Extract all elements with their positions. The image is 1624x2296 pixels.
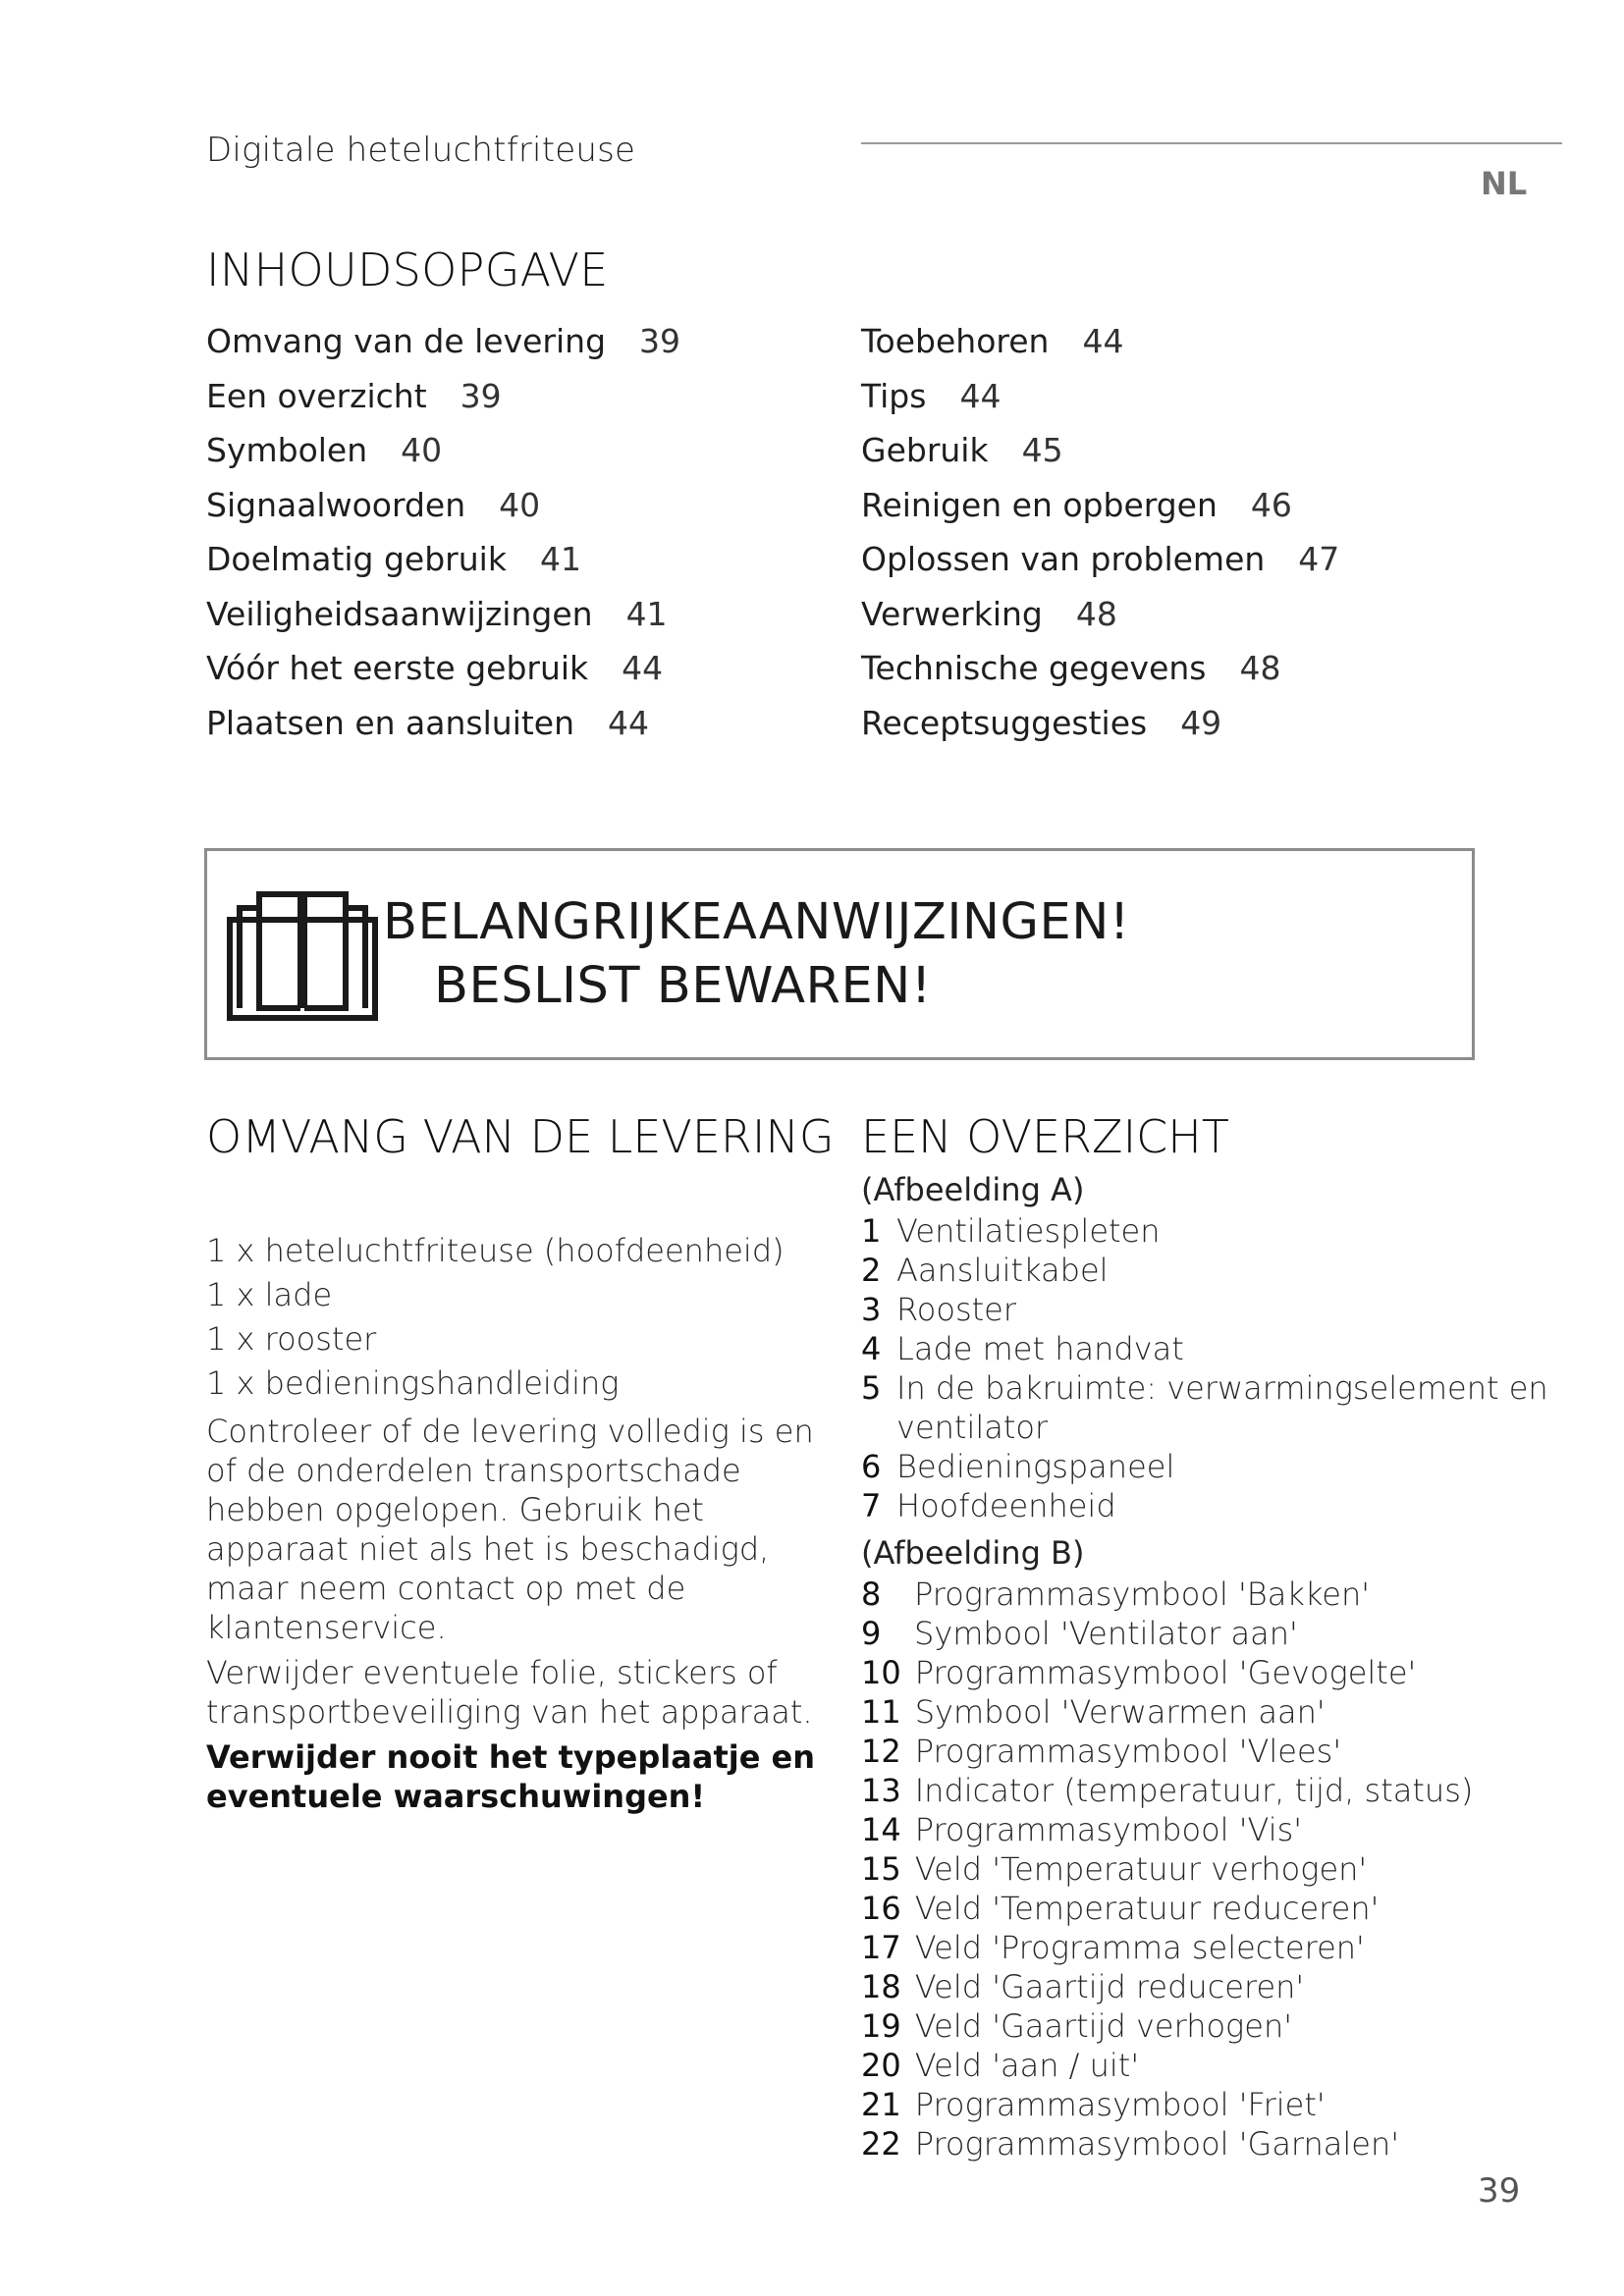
toc-entry-page: 44 xyxy=(1082,322,1124,360)
overview-item-number: 10 xyxy=(861,1654,901,1691)
toc-entry-page: 49 xyxy=(1180,703,1222,742)
toc-left-column xyxy=(206,312,680,748)
page-number: 39 xyxy=(1478,2171,1521,2211)
overview-item-number: 13 xyxy=(861,1772,901,1809)
overview-item xyxy=(861,1653,1548,1692)
scope-check-paragraph: Controleer of de levering volledig is en of de onderdelen transportschade hebben opgelopen. Gebruik het apparaat niet als het is beschadigd, maar neem contact op met de klantenservice. xyxy=(206,1413,814,1646)
overview-item xyxy=(861,1771,1548,1810)
toc-entry-page: 44 xyxy=(959,376,1001,415)
scope-heading: OMVANG VAN DE LEVERING xyxy=(206,1110,835,1163)
overview-item-number: 12 xyxy=(861,1733,901,1770)
overview-item xyxy=(861,1849,1548,1889)
toc-entry xyxy=(861,639,1339,694)
overview-item xyxy=(861,1251,1548,1290)
toc-entry-label: Gebruik xyxy=(861,431,989,469)
scope-item: 1 x bedieningshandleiding xyxy=(206,1364,620,1402)
toc-entry-page: 46 xyxy=(1250,485,1292,524)
toc-entry-page: 40 xyxy=(499,485,541,524)
toc-entry-label: Veiligheidsaanwijzingen xyxy=(206,594,593,633)
overview-item xyxy=(861,1290,1548,1329)
overview-item-text: Lade met handvat xyxy=(896,1330,1184,1367)
toc-entry-label: Reinigen en opbergen xyxy=(861,485,1218,524)
overview-item-text: Programmasymbool 'Garnalen' xyxy=(914,2125,1400,2163)
overview-item-text: Bedieningspaneel xyxy=(896,1448,1175,1485)
overview-item xyxy=(861,1368,1548,1447)
overview-item-text: Symbool 'Ventilator aan' xyxy=(914,1615,1298,1652)
toc-entry-page: 47 xyxy=(1298,540,1340,578)
overview-item xyxy=(861,2085,1548,2124)
toc-entry xyxy=(206,585,680,640)
overview-item-number: 17 xyxy=(861,1929,901,1966)
toc-heading: INHOUDSOPGAVE xyxy=(206,243,609,296)
toc-entry-page: 40 xyxy=(401,431,443,469)
toc-entry xyxy=(206,476,680,531)
overview-item-text: Aansluitkabel xyxy=(896,1252,1109,1289)
figure-a-items xyxy=(861,1211,1548,1525)
overview-item-number: 4 xyxy=(861,1330,882,1367)
toc-entry-page: 48 xyxy=(1075,594,1117,633)
toc-entry-label: Tips xyxy=(861,376,927,415)
overview-item xyxy=(861,1447,1548,1486)
toc-entry-page: 44 xyxy=(608,703,650,742)
overview-item xyxy=(861,2006,1548,2046)
overview-item-text: Indicator (temperatuur, tijd, status) xyxy=(914,1772,1474,1809)
overview-item-text: Programmasymbool 'Vlees' xyxy=(914,1733,1342,1770)
overview-item xyxy=(861,1486,1548,1525)
toc-entry-label: Oplossen van problemen xyxy=(861,540,1266,578)
toc-entry xyxy=(861,476,1339,531)
overview-item-number: 16 xyxy=(861,1890,901,1927)
overview-item-number: 9 xyxy=(861,1615,882,1652)
header-rule xyxy=(861,142,1562,144)
toc-entry xyxy=(206,694,680,749)
language-label: NL xyxy=(1481,165,1528,202)
toc-entry xyxy=(861,694,1339,749)
overview-item-number: 15 xyxy=(861,1850,901,1888)
document-title: Digitale heteluchtfriteuse xyxy=(206,131,636,170)
overview-item xyxy=(861,2046,1548,2085)
toc-entry-page: 41 xyxy=(625,594,668,633)
overview-item-text: Symbool 'Verwarmen aan' xyxy=(914,1693,1326,1731)
toc-right-column xyxy=(861,312,1339,748)
figure-a-label: (Afbeelding A) xyxy=(861,1171,1085,1208)
notice-box xyxy=(204,848,1475,1060)
toc-entry-label: Een overzicht xyxy=(206,376,427,415)
overview-item-text: Veld 'Programma selecteren' xyxy=(914,1929,1365,1966)
overview-item-text: Programmasymbool 'Vis' xyxy=(914,1811,1303,1848)
overview-item-text: Veld 'Temperatuur verhogen' xyxy=(914,1850,1368,1888)
toc-entry-page: 44 xyxy=(622,649,664,687)
overview-item-number: 21 xyxy=(861,2086,901,2123)
toc-entry-label: Verwerking xyxy=(861,594,1043,633)
overview-item xyxy=(861,1614,1548,1653)
overview-item-text: Programmasymbool 'Gevogelte' xyxy=(914,1654,1417,1691)
overview-item-number: 11 xyxy=(861,1693,901,1731)
toc-entry xyxy=(861,585,1339,640)
toc-entry-page: 48 xyxy=(1239,649,1281,687)
overview-list xyxy=(861,1168,1548,2163)
book-icon xyxy=(224,888,381,1026)
figure-b-items xyxy=(861,1575,1548,2163)
toc-entry xyxy=(206,421,680,476)
overview-item-text: Veld 'Temperatuur reduceren' xyxy=(914,1890,1380,1927)
scope-item: 1 x heteluchtfriteuse (hoofdeenheid) xyxy=(206,1232,785,1269)
overview-item-number: 1 xyxy=(861,1212,882,1250)
scope-remove-paragraph: Verwijder eventuele folie, stickers of transportbeveiliging van het apparaat. xyxy=(206,1654,813,1731)
scope-body xyxy=(206,1229,835,1816)
overview-item xyxy=(861,1575,1548,1614)
toc-entry-label: Omvang van de levering xyxy=(206,322,607,360)
overview-item-number: 2 xyxy=(861,1252,882,1289)
figure-b-label: (Afbeelding B) xyxy=(861,1534,1085,1572)
overview-item xyxy=(861,2124,1548,2163)
overview-item-number: 14 xyxy=(861,1811,901,1848)
overview-item-text: Programmasymbool 'Bakken' xyxy=(914,1575,1371,1613)
overview-item xyxy=(861,1928,1548,1967)
toc-entry-page: 39 xyxy=(639,322,681,360)
overview-item xyxy=(861,1329,1548,1368)
toc-entry-page: 39 xyxy=(460,376,502,415)
overview-item-text: Rooster xyxy=(896,1291,1017,1328)
toc-entry xyxy=(206,367,680,422)
notice-line-1: BELANGRIJKEAANWIJZINGEN! xyxy=(383,893,1130,951)
overview-item-text: Veld 'Gaartijd verhogen' xyxy=(914,2007,1293,2045)
overview-item-number: 8 xyxy=(861,1575,882,1613)
overview-item-text: In de bakruimte: verwarmingselement en ventilator xyxy=(896,1369,1548,1446)
scope-item: 1 x rooster xyxy=(206,1320,377,1358)
notice-line-2: BESLIST BEWAREN! xyxy=(434,957,932,1015)
overview-item xyxy=(861,1692,1548,1732)
toc-entry-label: Receptsuggesties xyxy=(861,703,1148,742)
overview-item-number: 5 xyxy=(861,1369,882,1407)
overview-item-text: Veld 'aan / uit' xyxy=(914,2047,1140,2084)
toc-entry xyxy=(861,421,1339,476)
scope-item: 1 x lade xyxy=(206,1276,333,1313)
overview-item xyxy=(861,1810,1548,1849)
toc-entry-label: Symbolen xyxy=(206,431,368,469)
overview-item-number: 3 xyxy=(861,1291,882,1328)
overview-item xyxy=(861,1889,1548,1928)
toc-entry-label: Plaatsen en aansluiten xyxy=(206,703,575,742)
overview-item-number: 7 xyxy=(861,1487,882,1524)
toc-entry-label: Vóór het eerste gebruik xyxy=(206,649,589,687)
toc-entry xyxy=(861,367,1339,422)
overview-item-number: 22 xyxy=(861,2125,901,2163)
toc-entry xyxy=(861,530,1339,585)
overview-item xyxy=(861,1732,1548,1771)
toc-entry-label: Doelmatig gebruik xyxy=(206,540,507,578)
scope-warning-paragraph: Verwijder nooit het typeplaatje en eventuele waarschuwingen! xyxy=(206,1738,816,1815)
overview-item xyxy=(861,1211,1548,1251)
toc-entry xyxy=(206,312,680,367)
overview-item-number: 20 xyxy=(861,2047,901,2084)
overview-item-number: 19 xyxy=(861,2007,901,2045)
overview-item xyxy=(861,1967,1548,2006)
toc-entry xyxy=(861,312,1339,367)
toc-entry-page: 45 xyxy=(1021,431,1063,469)
overview-item-text: Veld 'Gaartijd reduceren' xyxy=(914,1968,1305,2005)
toc-entry xyxy=(206,639,680,694)
overview-item-text: Hoofdeenheid xyxy=(896,1487,1116,1524)
toc-entry-label: Signaalwoorden xyxy=(206,485,466,524)
overview-item-number: 6 xyxy=(861,1448,882,1485)
toc-entry xyxy=(206,530,680,585)
overview-item-text: Ventilatiespleten xyxy=(896,1212,1161,1250)
toc-entry-page: 41 xyxy=(539,540,581,578)
overview-heading: EEN OVERZICHT xyxy=(861,1110,1229,1163)
overview-item-text: Programmasymbool 'Friet' xyxy=(914,2086,1326,2123)
toc-entry-label: Toebehoren xyxy=(861,322,1050,360)
overview-item-number: 18 xyxy=(861,1968,901,2005)
toc-entry-label: Technische gegevens xyxy=(861,649,1207,687)
